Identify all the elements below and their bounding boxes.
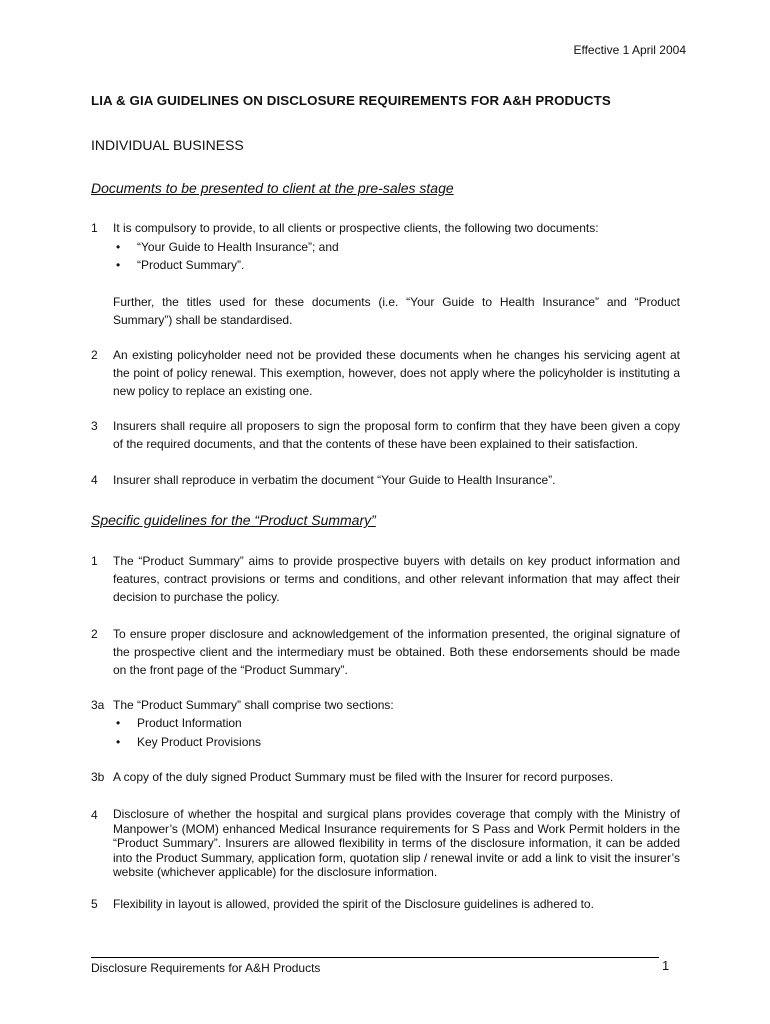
item-number: 3 <box>91 419 98 433</box>
pre-sales-heading: Documents to be presented to client at the pre-sales stage <box>91 180 454 196</box>
bullet-icon: • <box>116 240 121 254</box>
further-text: Further, the titles used for these documents (i.e. “Your Guide to Health Insurance” and “Product Summary”) shall be standardised. <box>113 295 680 328</box>
item-number: 4 <box>91 808 98 822</box>
item-number: 2 <box>91 348 98 362</box>
item-text: Insurers shall require all proposers to sign the proposal form to confirm that they have been given a copy of the required documents, and that the contents of these have been explained to their satisfaction. <box>113 419 680 452</box>
bullet-text: Key Product Provisions <box>137 735 262 749</box>
item-text: Disclosure of whether the hospital and surgical plans provides coverage that comply with the Ministry of Manpower’s (MOM) enhanced Medical Insurance requirements for S Pass and Work Permit holders in the “Product Summary”. Insurers are allowed flexibility in terms of the disclosure information, it can be added into the Product Summary, application form, quotation slip / renewal invite or add a link to visit the insurer’s website (whichever applicable) for the disclosure information. <box>113 807 680 879</box>
item-text: An existing policyholder need not be provided these documents when he changes his servicing agent at the point of policy renewal. This exemption, however, does not apply where the policyholder is instituting a new policy to replace an existing one. <box>113 348 680 399</box>
bullet-icon: • <box>116 716 121 730</box>
bullet-text: Product Information <box>137 716 242 730</box>
item-number: 1 <box>91 554 98 568</box>
bullet-text: “Your Guide to Health Insurance”; and <box>137 240 339 254</box>
item-number: 2 <box>91 627 98 641</box>
item-text: A copy of the duly signed Product Summary must be filed with the Insurer for record purposes. <box>113 770 614 784</box>
item-text: The “Product Summary” aims to provide prospective buyers with details on key product information and features, contract provisions or terms and conditions, and other relevant information that may affect their decision to purchase the policy. <box>113 554 680 605</box>
item-number: 4 <box>91 473 98 487</box>
item-text: The “Product Summary” shall comprise two sections: <box>113 698 394 712</box>
footer-label: Disclosure Requirements for A&H Products <box>91 961 321 975</box>
product-summary-heading: Specific guidelines for the “Product Summary” <box>91 512 376 528</box>
item-text: Insurer shall reproduce in verbatim the document “Your Guide to Health Insurance”. <box>113 473 556 487</box>
footer-divider <box>91 957 659 958</box>
section-heading: INDIVIDUAL BUSINESS <box>91 137 244 153</box>
document-title: LIA & GIA GUIDELINES ON DISCLOSURE REQUIREMENTS FOR A&H PRODUCTS <box>91 93 611 108</box>
item-text: To ensure proper disclosure and acknowledgement of the information presented, the original signature of the prospective client and the intermediary must be obtained. Both these endorsements should be made on the front page of the “Product Summary”. <box>113 627 680 678</box>
item-number: 3a <box>91 698 105 712</box>
item-text: Flexibility in layout is allowed, provided the spirit of the Disclosure guidelines is adhered to. <box>113 897 594 911</box>
item-text: It is compulsory to provide, to all clients or prospective clients, the following two documents: <box>113 221 599 235</box>
item-number: 1 <box>91 221 98 235</box>
bullet-icon: • <box>116 258 121 272</box>
effective-date: Effective 1 April 2004 <box>573 43 686 57</box>
bullet-icon: • <box>116 735 121 749</box>
bullet-text: “Product Summary”. <box>137 258 245 272</box>
item-number: 3b <box>91 770 105 784</box>
item-number: 5 <box>91 897 98 911</box>
page-number: 1 <box>662 958 670 973</box>
